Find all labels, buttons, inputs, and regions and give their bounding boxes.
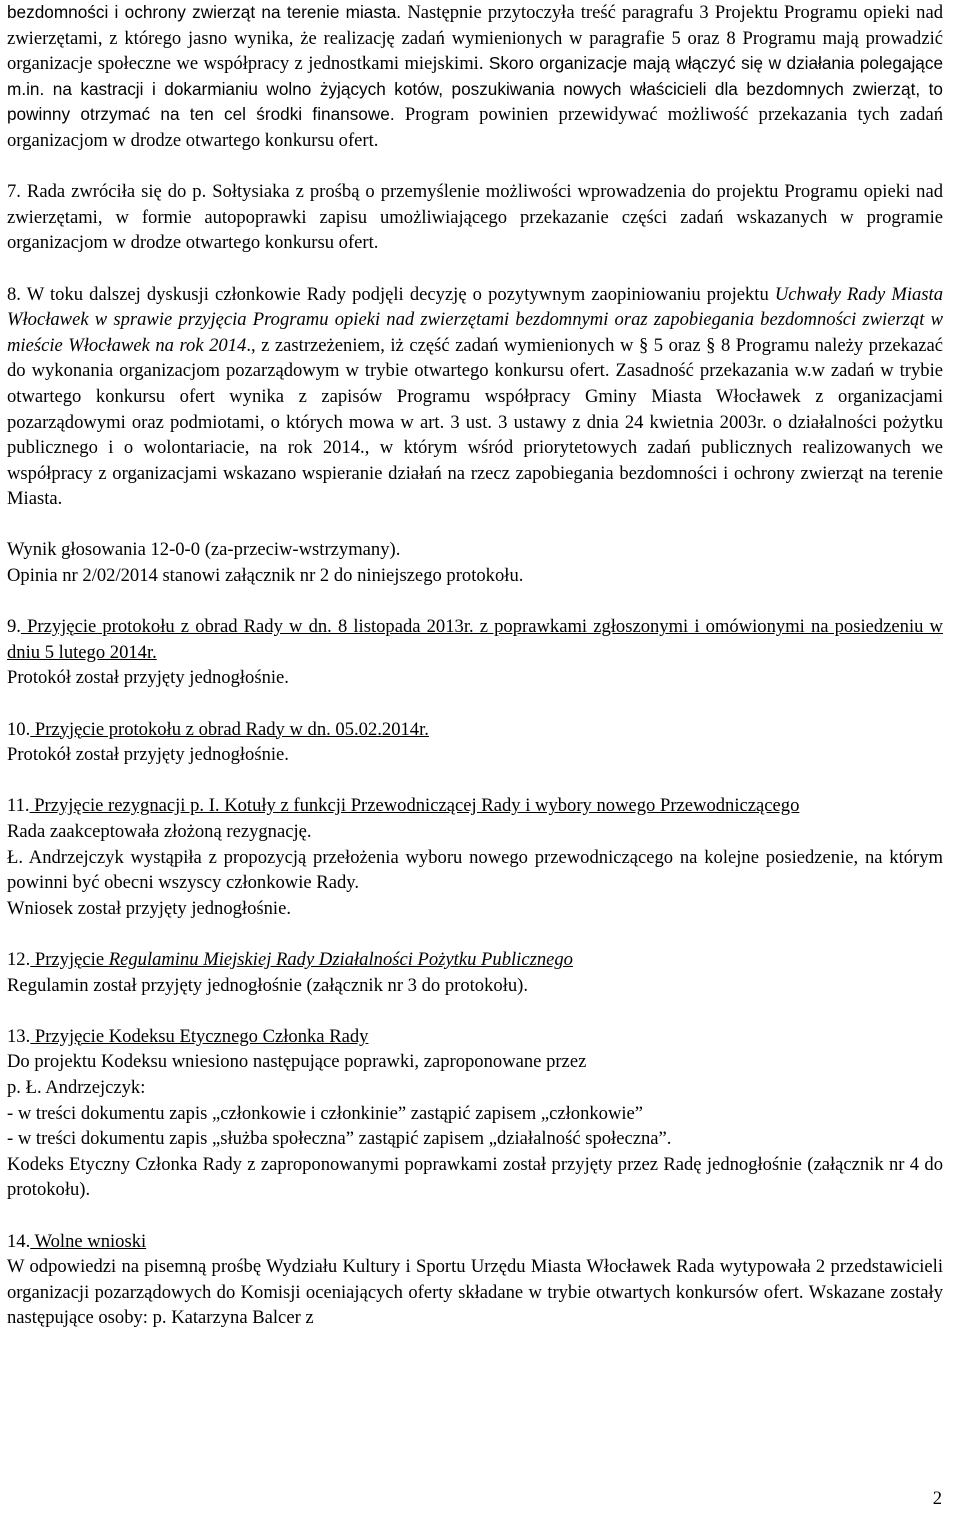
item-11-heading [7, 793, 943, 819]
item-number: 9. [7, 616, 21, 638]
item-12-text: Regulamin został przyjęty jednogłośnie (załącznik nr 3 do protokołu). [7, 974, 528, 996]
paragraph-item-8 [7, 282, 943, 512]
item-title: Przyjęcie [30, 948, 109, 970]
text-run: na kastracji i dokarmianiu wolno żyjących kotów, poszukiwania nowych właścicieli dla bezdomnych zwierząt, to powinny otrzymać na ten cel środki finansowe. [7, 78, 943, 125]
paragraph-item-7: 7. Rada zwróciła się do p. Sołtysiaka z prośbą o przemyślenie możliwości wprowadzenia do projektu Programu opieki nad zwierzętami, w formie autopoprawki zapisu umożliwiającego przekazanie części zadań wskazanych w programie organizacjom w drodze otwartego konkursu ofert. [7, 181, 943, 254]
text-run: 8. W toku dalszej dyskusji członkowie Rady podjęli decyzję o pozytywnym zaopiniowaniu projektu [7, 283, 775, 305]
item-12-heading [7, 947, 943, 973]
item-13-text: - w treści dokumentu zapis „członkowie i członkinie” zastąpić zapisem „członkowie” [7, 1102, 644, 1124]
item-number: 12. [7, 948, 31, 970]
vote-result: Wynik głosowania 12-0-0 (za-przeciw-wstrzymany). [7, 539, 401, 561]
item-13-text: Do projektu Kodeksu wniesiono następujące poprawki, zaproponowane przez [7, 1051, 587, 1073]
item-10-heading [7, 717, 943, 743]
document-page [7, 0, 943, 1331]
item-13-text: Kodeks Etyczny Członka Rady z zaproponowanymi poprawkami został przyjęty przez Radę jednogłośnie (załącznik nr 4 do protokołu). [7, 1153, 943, 1201]
item-title: Przyjęcie protokołu z obrad Rady w dn. 8 listopada 2013r. z poprawkami zgłoszonymi i omówionymi na posiedzeniu w dniu 5 lutego 2014r. [7, 616, 943, 663]
text-run: bezdomności i ochrony zwierząt na terenie miasta. [7, 2, 408, 22]
text-run: Skoro organizacje mają włączyć się w działania polegające m.in. [7, 53, 944, 99]
item-9-heading [7, 614, 943, 665]
text-run: ., z zastrzeżeniem, iż część zadań wymienionych w § 5 oraz § 8 Programu należy przekazać do wykonania organizacjom pozarządowym w trybie otwartego konkursu ofert. Zasadność przekazania w.w zadań w trybie otwartego konkursu ofert wynika z zapisów Programu współpracy Gminy Miasta Włocławek z organizacjami pozarządowymi oraz podmiotami, o których mowa w art. 3 ust. 3 ustawy z dnia 24 kwietnia 2003r. o działalności pożytku publicznego i o wolontariacie, na rok 2014., w którym wśród priorytetowych zadań publicznych realizowanych we współpracy z organizacjami wskazano wspieranie działań na rzecz zapobiegania bezdomności i ochrony zwierząt na terenie Miasta. [7, 334, 943, 510]
opinion-note: Opinia nr 2/02/2014 stanowi załącznik nr 2 do niniejszego protokołu. [7, 565, 524, 587]
item-9-text: Protokół został przyjęty jednogłośnie. [7, 667, 289, 689]
page-number: 2 [932, 1488, 942, 1509]
item-title: Przyjęcie Kodeksu Etycznego Członka Rady [30, 1025, 369, 1047]
item-number: 10. [7, 718, 31, 740]
item-14-text: W odpowiedzi na pisemną prośbę Wydziału Kultury i Sportu Urzędu Miasta Włocławek Rada wytypowała 2 przedstawicieli organizacji pozarządowych do Komisji oceniających oferty składane w trybie otwartych konkursów ofert. Wskazane zostały następujące osoby: p. Katarzyna Balcer z [7, 1256, 943, 1329]
item-number: 14. [7, 1230, 31, 1252]
item-11-text: Rada zaakceptowała złożoną rezygnację. [7, 821, 312, 842]
item-title: Wolne wnioski [30, 1230, 147, 1252]
item-14-heading [7, 1229, 943, 1255]
item-title: Przyjęcie protokołu z obrad Rady w dn. 05.02.2014r. [30, 718, 429, 740]
item-10-text: Protokół został przyjęty jednogłośnie. [7, 744, 289, 766]
item-number: 11. [7, 795, 30, 817]
paragraph-intro [7, 0, 943, 154]
item-title-italic: Regulaminu Miejskiej Rady Działalności Pożytku Publicznego [108, 948, 573, 970]
item-number: 13. [7, 1025, 31, 1047]
text-run: Następnie przytoczyła treść paragrafu 3 Projektu Programu opieki nad zwierzętami, z którego jasno wynika, że realizację zadań wymienionych w paragrafie 5 oraz 8 Programu mają prowadzić organizacje społeczne we współpracy z jednostkami miejskimi. [7, 2, 943, 75]
item-11-text: Wniosek został przyjęty jednogłośnie. [7, 897, 291, 919]
item-title: Przyjęcie rezygnacji p. I. Kotuły z funkcji Przewodniczącej Rady i wybory nowego Przewodniczącego [29, 795, 800, 817]
item-13-heading [7, 1024, 943, 1050]
item-13-text: - w treści dokumentu zapis „służba społeczna” zastąpić zapisem „działalność społeczna”. [7, 1128, 672, 1150]
item-11-text: Ł. Andrzejczyk wystąpiła z propozycją przełożenia wyboru nowego przewodniczącego na kolejne posiedzenie, na którym powinni być obecni wszyscy członkowie Rady. [7, 846, 943, 894]
text-run: Program powinien przewidywać możliwość przekazania tych zadań organizacjom w drodze otwartego konkursu ofert. [7, 104, 943, 151]
resolution-title: Uchwały Rady Miasta Włocławek w sprawie przyjęcia Programu opieki nad zwierzętami bezdomnymi oraz zapobiegania bezdomności zwierząt w mieście Włocławek na rok 2014 [7, 283, 944, 356]
item-13-text: p. Ł. Andrzejczyk: [7, 1076, 146, 1098]
